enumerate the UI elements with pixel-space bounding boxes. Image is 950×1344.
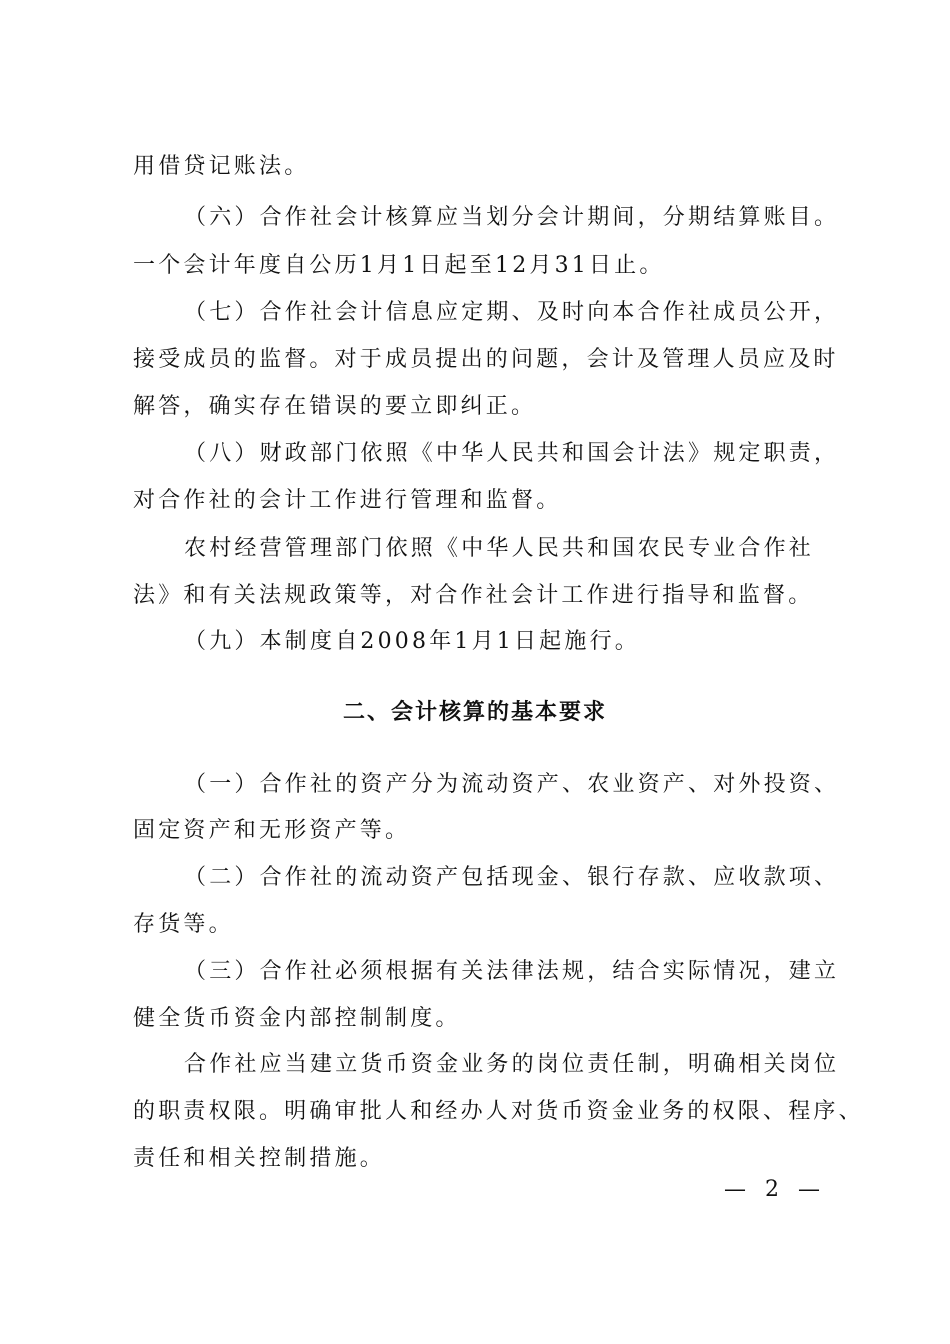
- text-line: 解答，确实存在错误的要立即纠正。: [133, 394, 537, 419]
- text-line: 的职责权限。明确审批人和经办人对货币资金业务的权限、程序、: [133, 1099, 864, 1124]
- text-line: （九）本制度自2008年1月1日起施行。: [184, 629, 640, 654]
- text-line: （六）合作社会计核算应当划分会计期间，分期结算账目。: [184, 205, 840, 230]
- text-line: 存货等。: [133, 912, 234, 937]
- text-line: 责任和相关控制措施。: [133, 1146, 386, 1171]
- text-line: 农村经营管理部门依照《中华人民共和国农民专业合作社: [184, 536, 815, 561]
- text-line: （三）合作社必须根据有关法律法规，结合实际情况，建立: [184, 959, 840, 984]
- text-line: 用借贷记账法。: [133, 154, 310, 179]
- text-line: 接受成员的监督。对于成员提出的问题，会计及管理人员应及时: [133, 347, 839, 372]
- text-line: （一）合作社的资产分为流动资产、农业资产、对外投资、: [184, 772, 840, 797]
- text-line: 法》和有关法规政策等，对合作社会计工作进行指导和监督。: [133, 583, 814, 608]
- text-line: 合作社应当建立货币资金业务的岗位责任制，明确相关岗位: [184, 1052, 840, 1077]
- text-line: 健全货币资金内部控制制度。: [133, 1006, 461, 1031]
- page-number: — 2 —: [724, 1177, 826, 1202]
- text-line: （二）合作社的流动资产包括现金、银行存款、应收款项、: [184, 865, 840, 890]
- text-line: 固定资产和无形资产等。: [133, 818, 411, 843]
- text-line: （八）财政部门依照《中华人民共和国会计法》规定职责，: [184, 441, 840, 466]
- text-line: （七）合作社会计信息应定期、及时向本合作社成员公开，: [184, 300, 840, 325]
- text-line: 一个会计年度自公历1月1日起至12月31日止。: [133, 253, 665, 278]
- section-heading: 二、会计核算的基本要求: [342, 700, 607, 725]
- text-line: 对合作社的会计工作进行管理和监督。: [133, 488, 562, 513]
